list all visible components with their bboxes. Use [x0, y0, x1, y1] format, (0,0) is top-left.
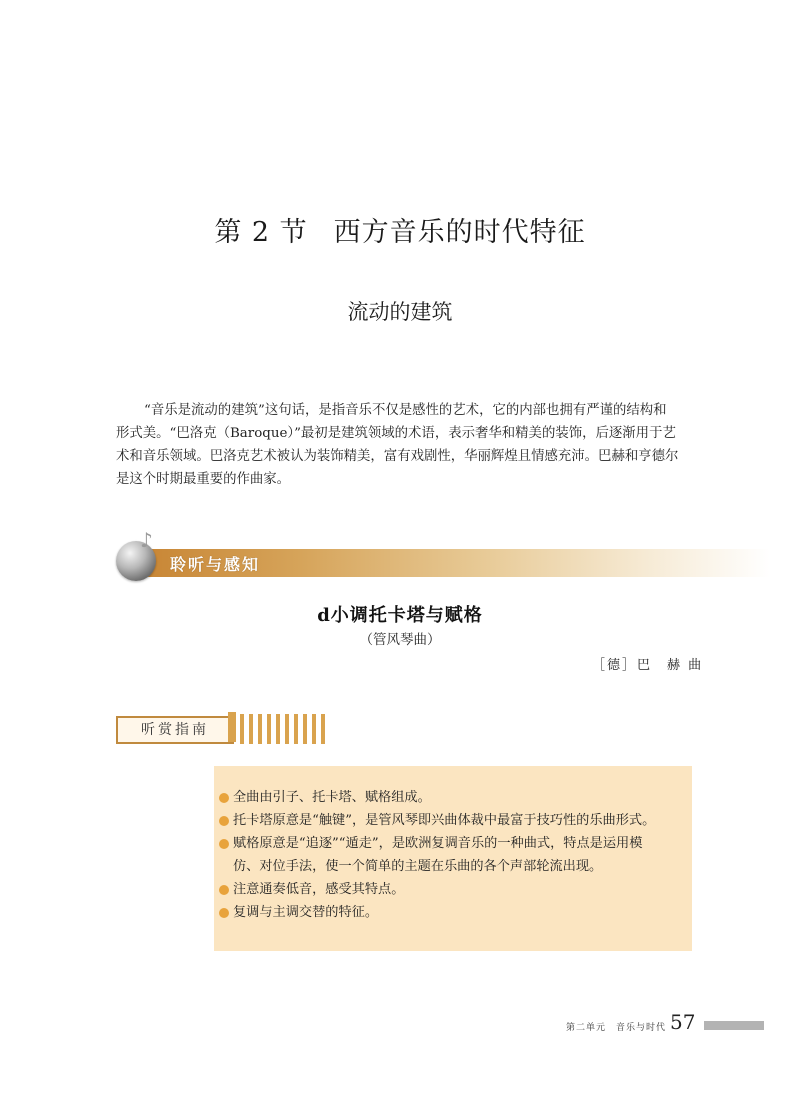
guide-bullet-text: 复调与主调交替的特征。 [233, 905, 379, 920]
stripe [303, 714, 307, 744]
stripe [312, 714, 316, 744]
guide-list [218, 786, 684, 924]
guide-bullet [218, 878, 684, 901]
stripe [321, 714, 325, 744]
guide-stripes [240, 714, 325, 744]
bullet-dot-icon [219, 793, 229, 803]
stripe [285, 714, 289, 744]
intro-line: 是这个时期最重要的作曲家。 [116, 472, 291, 487]
stripe [294, 714, 298, 744]
footer-bar [704, 1021, 764, 1030]
guide-bullet [218, 901, 684, 924]
banner-label: 聆听与感知 [170, 555, 261, 574]
stripe [240, 714, 244, 744]
guide-bullet-text: 全曲由引子、托卡塔、赋格组成。 [233, 790, 431, 805]
intro-line: “音乐是流动的建筑”这句话，是指音乐不仅是感性的艺术，它的内部也拥有严谨的结构和 [144, 403, 667, 418]
listen-banner [112, 528, 772, 592]
bullet-dot-icon [219, 908, 229, 918]
stripe [258, 714, 262, 744]
intro-line: 形式美。“巴洛克（Baroque）”最初是建筑领域的术语，表示奢华和精美的装饰，后逐渐用于艺 [116, 426, 676, 441]
bullet-dot-icon [219, 885, 229, 895]
intro-paragraph [116, 399, 694, 491]
composer-credit: ［德］巴 赫 曲 [592, 658, 704, 673]
guide-bullet-text: 托卡塔原意是“触键”，是管风琴即兴曲体裁中最富于技巧性的乐曲形式。 [233, 813, 656, 828]
stripe [276, 714, 280, 744]
guide-bullet [218, 786, 684, 809]
bullet-dot-icon [219, 816, 229, 826]
stripe [249, 714, 253, 744]
guide-label-shade [228, 712, 236, 742]
section-title-text: 西方音乐的时代特征 [333, 217, 586, 248]
bullet-dot-icon [219, 839, 229, 849]
footer-unit: 第二单元 音乐与时代 [566, 1023, 667, 1033]
piece-title: d小调托卡塔与赋格 [317, 605, 483, 626]
guide-panel [214, 766, 692, 951]
intro-line: 术和音乐领域。巴洛克艺术被认为装饰精美，富有戏剧性，华丽辉煌且情感充沛。巴赫和亨德尔 [116, 449, 679, 464]
stripe [267, 714, 271, 744]
music-note-icon: ♪ [140, 528, 153, 552]
guide-bullet [218, 809, 684, 832]
section-number: 第 2 节 [214, 217, 308, 248]
guide-label: 听赏指南 [116, 716, 234, 744]
guide-bullet-text: 仿、对位手法，使一个简单的主题在乐曲的各个声部轮流出现。 [233, 859, 603, 874]
guide-bullet-text: 赋格原意是“追逐”“遁走”，是欧洲复调音乐的一种曲式，特点是运用模 [233, 836, 643, 851]
page-number: 57 [670, 1010, 696, 1034]
guide-bullet [218, 832, 684, 878]
guide-bullet-text: 注意通奏低音，感受其特点。 [233, 882, 405, 897]
piece-genre: （管风琴曲） [359, 632, 441, 648]
subtitle: 流动的建筑 [347, 300, 453, 324]
section-title [0, 210, 800, 249]
